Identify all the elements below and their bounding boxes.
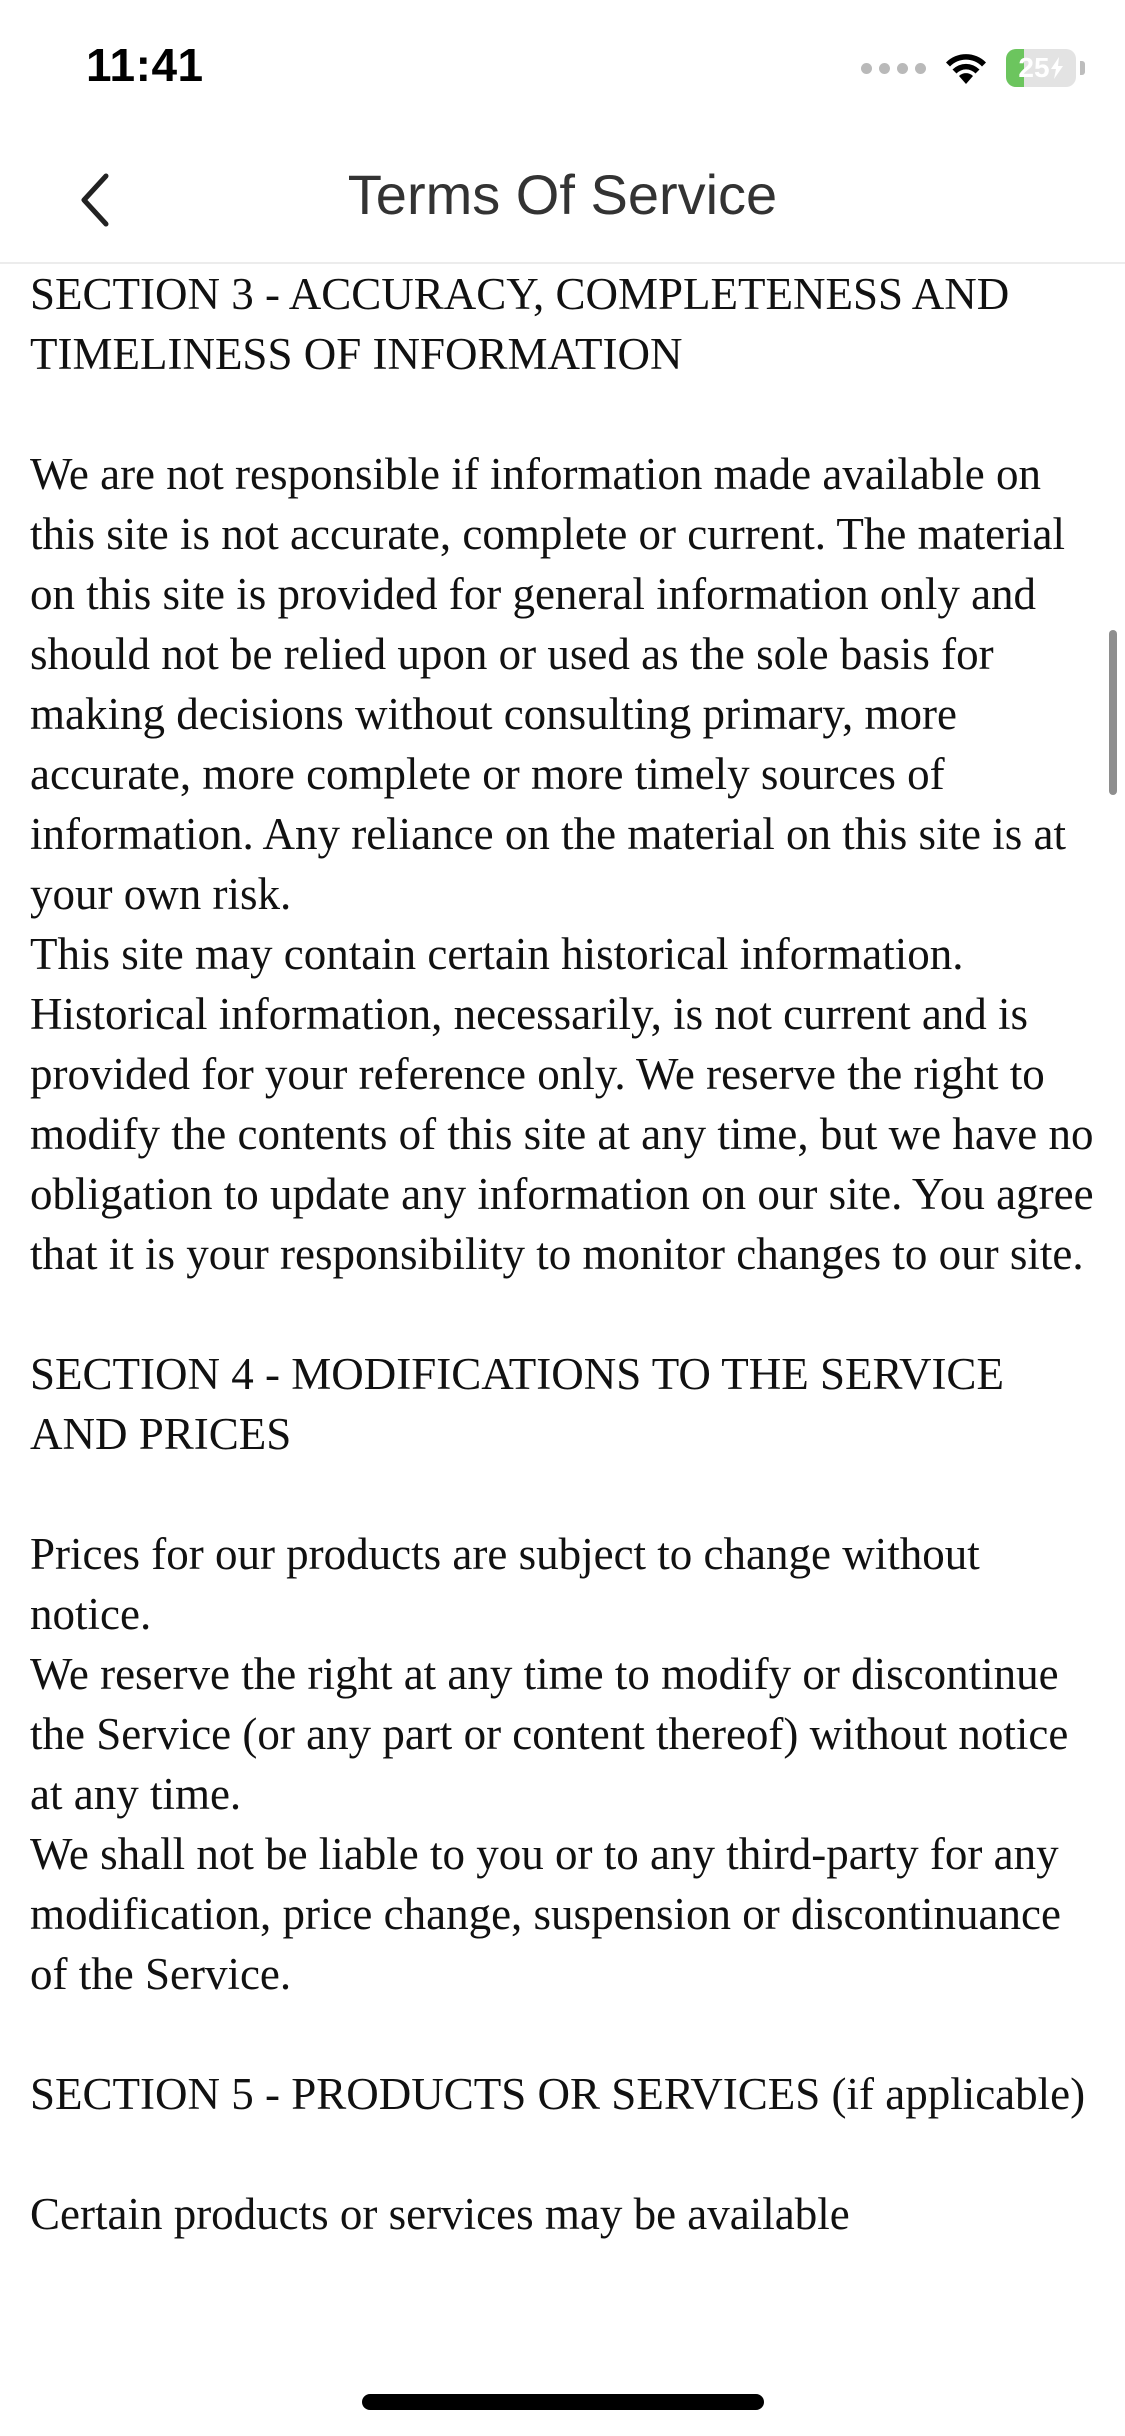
status-indicators bbox=[861, 46, 1085, 90]
cellular-signal-icon bbox=[861, 63, 926, 74]
section-3-paragraph-2: This site may contain certain historical information. Historical information, necessarily, is not current and is provided for your reference only. We reserve the right to modify the contents of this site at any time, but we have no obligation to update any information on our site. You agree that it is your responsibility to monitor changes to our site. bbox=[30, 929, 1094, 1279]
section-5-paragraph-1: Certain products or services may be available bbox=[30, 2189, 850, 2239]
section-4-paragraph-3: We shall not be liable to you or to any third-party for any modification, price change, suspension or discontinuance of the Service. bbox=[30, 1829, 1061, 1999]
battery-level: 25 bbox=[1018, 52, 1050, 83]
scroll-indicator[interactable] bbox=[1109, 630, 1117, 795]
status-bar bbox=[0, 0, 1125, 140]
page-title: Terms Of Service bbox=[347, 163, 778, 226]
terms-content[interactable] bbox=[0, 264, 1125, 2374]
section-4-paragraph-2: We reserve the right at any time to modify or discontinue the Service (or any part or content thereof) without notice at any time. bbox=[30, 1649, 1069, 1819]
section-4-paragraph-1: Prices for our products are subject to change without notice. bbox=[30, 1529, 980, 1639]
charging-bolt-icon bbox=[1050, 57, 1064, 79]
section-4-heading: SECTION 4 - MODIFICATIONS TO THE SERVICE AND PRICES bbox=[30, 1349, 1004, 1459]
wifi-icon bbox=[944, 51, 988, 85]
section-3-paragraph-1: We are not responsible if information made available on this site is not accurate, complete or current. The material on this site is provided for general information only and should not be relied upon or used as the sole basis for making decisions without consulting primary, more accurate, more complete or more timely sources of information. Any reliance on the material on this site is at your own risk. bbox=[30, 449, 1066, 919]
navigation-bar bbox=[0, 140, 1125, 264]
battery-icon bbox=[1006, 49, 1076, 87]
status-time: 11:41 bbox=[86, 39, 204, 91]
section-5-heading: SECTION 5 - PRODUCTS OR SERVICES (if applicable) bbox=[30, 2069, 1086, 2119]
home-indicator[interactable] bbox=[362, 2394, 764, 2410]
battery-cap bbox=[1080, 61, 1085, 75]
terms-text bbox=[30, 264, 1100, 2244]
section-3-heading: SECTION 3 - ACCURACY, COMPLETENESS AND TIMELINESS OF INFORMATION bbox=[30, 269, 1010, 379]
